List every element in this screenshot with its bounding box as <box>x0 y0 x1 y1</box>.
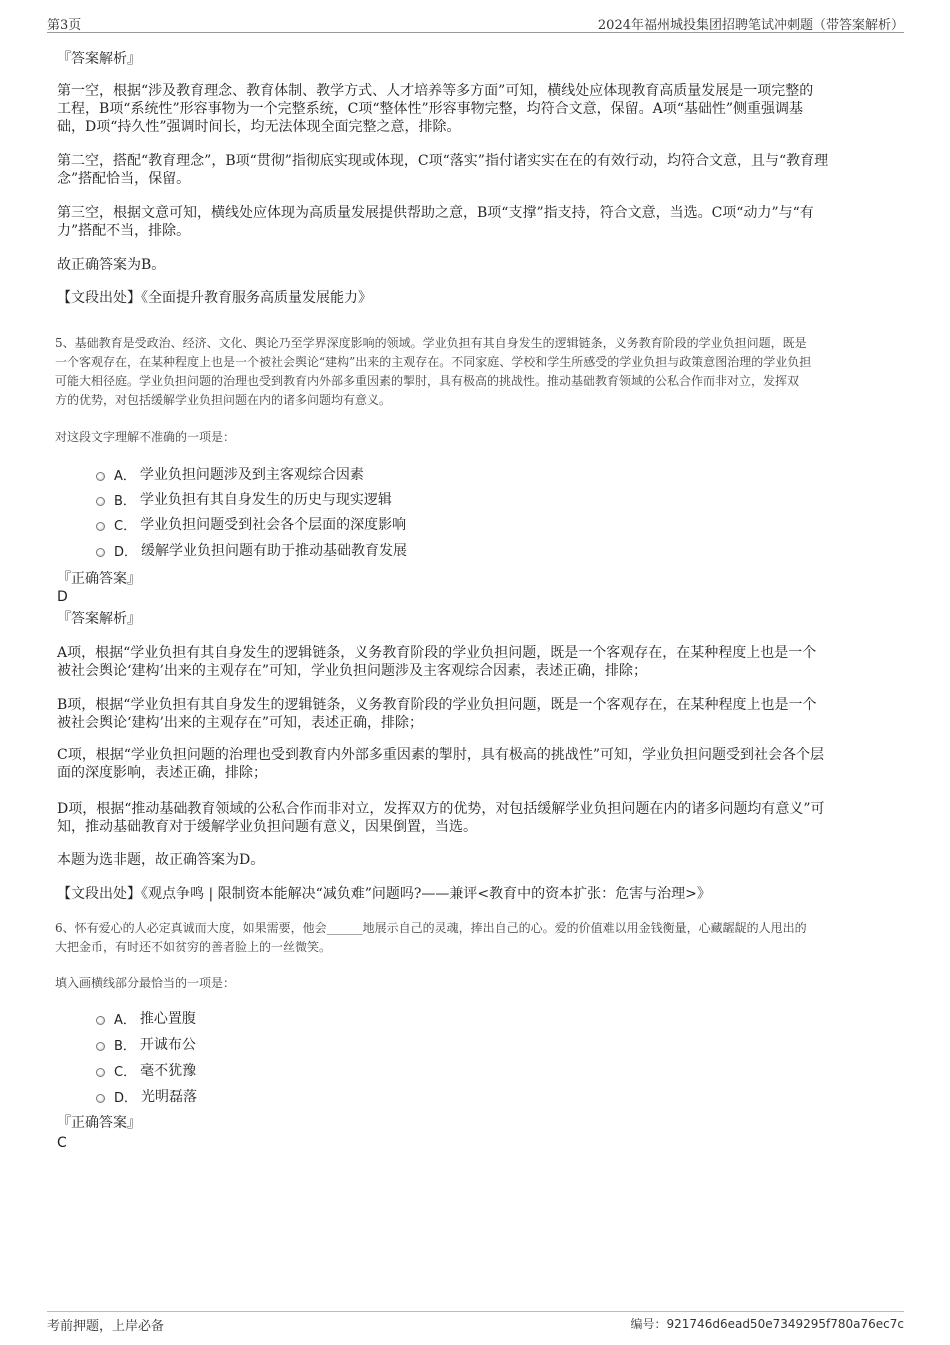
question-6-prompt: 填入画横线部分最恰当的一项是： <box>55 976 236 990</box>
radio-icon[interactable] <box>96 1094 105 1103</box>
text-line: 础，D项“持久性”强调时间长，均无法体现全面完整之意，排除。 <box>57 119 461 135</box>
footer-slogan: 考前押题，上岸必备 <box>47 1319 165 1334</box>
option-a[interactable] <box>96 464 364 484</box>
text-line: C项，根据“学业负担问题的治理也受到教育内外部多重因素的掣肘，具有极高的挑战性”可知，学业负担问题受到社会各个层 <box>57 747 825 763</box>
source-citation: 【文段出处】《观点争鸣 | 限制资本能解决“减负难”问题吗?——兼评<教育中的资本扩张：危害与治理>》 <box>57 886 711 902</box>
analysis-paragraph-3 <box>57 204 892 240</box>
option-c[interactable] <box>96 1060 196 1080</box>
option-b[interactable] <box>96 489 392 509</box>
radio-icon[interactable] <box>96 1042 105 1051</box>
option-b[interactable] <box>96 1034 196 1054</box>
option-d[interactable] <box>96 540 407 560</box>
text-line: 念”搭配恰当，保留。 <box>57 171 191 187</box>
page-footer <box>47 1311 904 1336</box>
correct-answer: C <box>57 1135 67 1151</box>
option-c[interactable] <box>96 514 406 534</box>
correct-answer: D <box>57 589 68 605</box>
analysis-label: 『答案解析』 <box>57 611 141 627</box>
text-line: 大把金币，有时还不如贫穷的善者脸上的一丝微笑。 <box>55 940 332 954</box>
text-line: B项，根据“学业负担有其自身发生的逻辑链条，义务教育阶段的学业负担问题，既是一个客观存在，在某种程度上也是一个 <box>57 697 817 713</box>
text-line: 方的优势，对包括缓解学业负担问题在内的诸多问题均有意义。 <box>55 393 392 407</box>
option-letter: D． <box>114 544 138 560</box>
radio-icon[interactable] <box>96 472 105 481</box>
page-header <box>47 10 904 33</box>
text-line: 第一空，根据“涉及教育理念、教育体制、教学方式、人才培养等多方面”可知，横线处应体现教育高质量发展是一项完整的 <box>57 83 814 99</box>
option-letter: A． <box>114 468 136 484</box>
text-line: 可能大相径庭。学业负担问题的治理也受到教育内外部多重因素的掣肘，具有极高的挑战性。推动基础教育领域的公私合作而非对立，发挥双 <box>55 374 800 388</box>
option-text: 推心置腹 <box>139 1011 196 1027</box>
option-text: 学业负担问题涉及到主客观综合因素 <box>139 467 364 483</box>
correct-answer-label: 『正确答案』 <box>57 1115 141 1131</box>
option-text: 开诚布公 <box>139 1037 196 1053</box>
analysis-conclusion: 本题为选非题，故正确答案为D。 <box>57 852 265 868</box>
text-line: 知，推动基础教育对于缓解学业负担问题有意义，因果倒置，当选。 <box>57 819 477 835</box>
analysis-option-a <box>57 644 892 680</box>
analysis-conclusion: 故正确答案为B。 <box>57 257 166 273</box>
text-line: 6、怀有爱心的人必定真诚而大度，如果需要，他会______地展示自己的灵魂，捧出自己的心。爱的价值难以用金钱衡量，心藏龌龊的人甩出的 <box>55 921 807 935</box>
radio-icon[interactable] <box>96 1016 105 1025</box>
text-line: 第三空，根据文意可知，横线处应体现为高质量发展提供帮助之意，B项“支撑”指支持，符合文意，当选。C项“动力”与“有 <box>57 205 814 221</box>
document-serial: 编号：921746d6ead50e7349295f780a76ec7c <box>630 1317 904 1331</box>
question-6-text <box>55 919 897 957</box>
option-text: 学业负担有其自身发生的历史与现实逻辑 <box>139 492 392 508</box>
text-line: 面的深度影响，表述正确，排除； <box>57 765 267 781</box>
option-letter: C． <box>114 518 137 534</box>
option-letter: B． <box>114 1038 136 1054</box>
radio-icon[interactable] <box>96 522 105 531</box>
option-letter: D． <box>114 1090 138 1106</box>
question-5-prompt: 对这段文字理解不准确的一项是： <box>55 430 236 444</box>
option-letter: B． <box>114 493 136 509</box>
option-letter: A． <box>114 1012 136 1028</box>
analysis-paragraph-1 <box>57 82 892 136</box>
analysis-label: 『答案解析』 <box>57 51 141 67</box>
option-letter: C． <box>114 1064 137 1080</box>
analysis-option-d <box>57 800 892 836</box>
option-text: 毫不犹豫 <box>140 1063 197 1079</box>
page-number: 第3页 <box>47 18 82 33</box>
correct-answer-label: 『正确答案』 <box>57 571 141 587</box>
source-citation: 【文段出处】《全面提升教育服务高质量发展能力》 <box>57 290 372 306</box>
option-text: 缓解学业负担问题有助于推动基础教育发展 <box>141 543 408 559</box>
option-a[interactable] <box>96 1008 196 1028</box>
text-line: A项，根据“学业负担有其自身发生的逻辑链条，义务教育阶段的学业负担问题，既是一个客观存在，在某种程度上也是一个 <box>57 645 817 661</box>
question-5-text <box>55 334 897 410</box>
text-line: 5、基础教育是受政治、经济、文化、舆论乃至学界深度影响的领域。学业负担有其自身发生的逻辑链条，义务教育阶段的学业负担问题，既是 <box>55 336 807 350</box>
analysis-option-c <box>57 746 892 782</box>
option-text: 光明磊落 <box>141 1089 198 1105</box>
radio-icon[interactable] <box>96 1068 105 1077</box>
text-line: 被社会舆论‘建构’出来的主观存在”可知，学业负担问题涉及主客观综合因素，表述正确，排除； <box>57 663 648 679</box>
option-d[interactable] <box>96 1086 197 1106</box>
document-title: 2024年福州城投集团招聘笔试冲刺题（带答案解析） <box>597 18 904 33</box>
text-line: 工程，B项“系统性”形容事物为一个完整系统，C项“整体性”形容事物完整，均符合文意，保留。A项“基础性”侧重强调基 <box>57 101 804 117</box>
analysis-option-b <box>57 696 892 732</box>
text-line: 第二空，搭配“教育理念”，B项“贯彻”指彻底实现或体现，C项“落实”指付诸实实在在的有效行动，均符合文意，且与“教育理 <box>57 153 829 169</box>
analysis-paragraph-2 <box>57 152 892 188</box>
text-line: 力”搭配不当，排除。 <box>57 223 191 239</box>
radio-icon[interactable] <box>96 548 105 557</box>
radio-icon[interactable] <box>96 497 105 506</box>
text-line: 一个客观存在，在某种程度上也是一个被社会舆论“建构”出来的主观存在。不同家庭、学校和学生所感受的学业负担与政策意图治理的学业负担 <box>55 355 812 369</box>
text-line: 被社会舆论‘建构’出来的主观存在”可知，表述正确，排除； <box>57 715 424 731</box>
option-text: 学业负担问题受到社会各个层面的深度影响 <box>140 517 407 533</box>
text-line: D项，根据“推动基础教育领域的公私合作而非对立，发挥双方的优势，对包括缓解学业负担问题在内的诸多问题均有意义”可 <box>57 801 825 817</box>
